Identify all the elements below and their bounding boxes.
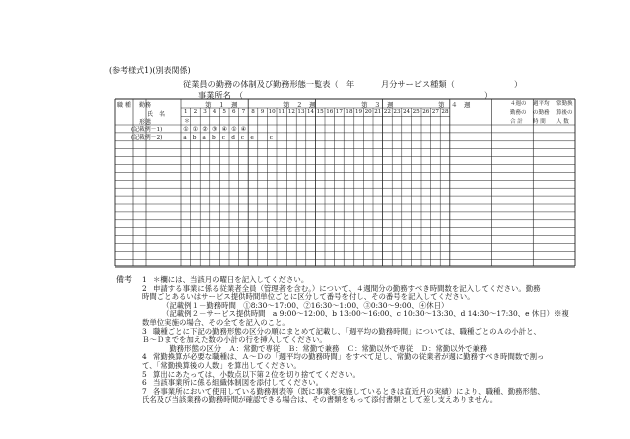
day-number: 11 xyxy=(278,109,286,115)
schedule-cell-value: ① xyxy=(192,126,198,133)
day-number: 14 xyxy=(307,109,315,115)
day-number: 15 xyxy=(316,109,324,115)
row-work-form: 形態 xyxy=(139,119,152,126)
avg-col-line1: 週平均 xyxy=(533,101,550,107)
day-number: 12 xyxy=(287,109,295,115)
avg-col-line3: 時 間 xyxy=(533,119,546,125)
note-text: 数単位実施の場合、その全てを記入のこと。 xyxy=(142,318,290,327)
day-number: 7 xyxy=(241,109,246,115)
day-number: 19 xyxy=(355,109,363,115)
day-number: 23 xyxy=(393,109,401,115)
example-2-label: (記載例－2) xyxy=(131,135,163,141)
day-number: 18 xyxy=(345,109,353,115)
week-4-header: 第 ４ 週 xyxy=(438,101,471,109)
note-number: 4 xyxy=(142,352,147,362)
day-number: 5 xyxy=(222,109,226,115)
note-text: て、「常勤換算後の人数」を算出してください。 xyxy=(142,361,301,370)
day-number: 24 xyxy=(403,109,411,115)
avg-col-line2: の勤務 xyxy=(533,110,550,116)
schedule-cell-value: ② xyxy=(202,126,208,133)
day-number: 4 xyxy=(212,109,217,115)
note-text: 常勤換算が必要な職種は、Ａ～Ｄの「週平均の勤務時間」をすべて足し、常勤の従業者が週に勤務すべき時間数で割っ xyxy=(153,352,545,362)
column-name: 氏 名 xyxy=(147,111,166,118)
fte-col-line2: 算後の xyxy=(556,110,573,116)
note-number: 7 xyxy=(142,386,147,396)
year-label: 年 xyxy=(346,79,355,89)
title-close-paren: ） xyxy=(514,79,523,89)
day-number: 9 xyxy=(260,109,265,115)
schedule-cell-value: ① xyxy=(231,126,237,133)
day-number: 17 xyxy=(335,109,343,115)
note-text: ＊欄には、当該月の曜日を記入してください。 xyxy=(153,275,309,284)
example-1-label: (記載例－1) xyxy=(131,127,163,133)
note-text: 算出にあたっては、小数点以下第２位を切り捨ててください。 xyxy=(153,369,360,379)
office-close-paren: ） xyxy=(484,90,493,100)
week-2-header: 第 ２ 週 xyxy=(283,101,316,109)
day-number: 6 xyxy=(232,109,236,115)
column-job-type: 職 種 xyxy=(117,102,131,109)
day-number: 26 xyxy=(422,109,430,115)
office-name-label: 事業所名 （ xyxy=(198,90,244,100)
schedule-cell-value: e xyxy=(250,134,254,141)
day-number: 20 xyxy=(364,109,372,115)
day-number: 21 xyxy=(374,109,382,115)
note-text: 当該事業所に係る組織体制図を添付してください。 xyxy=(153,378,323,388)
week-3-header: 第 ３ 週 xyxy=(361,101,394,109)
note-text: 勤務形態の区分 Ａ：常勤で専従 Ｂ：常勤で兼務 Ｃ：常勤以外で専従 Ｄ：常勤以外で兼務 xyxy=(162,343,488,353)
schedule-cell-value: ① xyxy=(183,126,189,133)
note-text: 各事業所において使用している勤務割表等（既に事業を実施しているときは直近月の実績）により、職種、勤務形態、 xyxy=(153,386,545,396)
note-text: 時間ごとあるいはサービス提供時間単位ごとに区分して番号を付し、その番号を記入してください。 xyxy=(142,292,475,302)
fte-col-line3: 人 数 xyxy=(556,119,569,125)
schedule-cell-value: ④ xyxy=(240,126,246,133)
day-number: 1 xyxy=(184,109,188,115)
note-text: 申請する事業に係る従業者全員（管理者を含む。）について、４週間分の勤務すべき時間数を記入してください。勤務 xyxy=(153,283,541,293)
day-number: 2 xyxy=(193,109,198,115)
total-col-line1: ４週の xyxy=(510,101,527,107)
note-number: 6 xyxy=(142,378,147,388)
schedule-cell-value: a xyxy=(183,134,187,141)
day-number: 16 xyxy=(326,109,334,115)
week-1-header: 第 １ 週 xyxy=(205,101,238,109)
note-number: 5 xyxy=(142,369,147,379)
note-number: 2 xyxy=(142,283,147,293)
reference-label: (参考様式1)(別表関係) xyxy=(109,66,191,75)
column-work-type: 勤務 xyxy=(139,102,152,109)
total-col-line3: 合 計 xyxy=(510,119,523,125)
note-text: （記載例２－サービス提供時間 a 9:00～12:00、b 13:00～16:00、c 10:30～13:30、d 14:30～17:30、e 休日）※複 xyxy=(162,309,569,319)
schedule-cell-value: b xyxy=(192,134,197,141)
note-text: 氏名及び当該業務の勤務時間が確認できる場合は、その書類をもって添付書類として差し支えありません。 xyxy=(142,395,498,405)
day-number: 28 xyxy=(441,109,449,115)
day-number: 25 xyxy=(412,109,420,115)
total-col-line2: 勤務の xyxy=(510,110,527,116)
fte-col-line1: 常勤換 xyxy=(556,101,573,107)
day-number: 27 xyxy=(431,109,439,115)
schedule-cell-value: b xyxy=(212,134,216,141)
schedule-cell-value: c xyxy=(240,134,245,141)
day-number: 3 xyxy=(203,109,207,115)
schedule-cell-value: ④ xyxy=(221,126,227,133)
schedule-cell-value: ③ xyxy=(212,126,218,133)
schedule-cell-value: c xyxy=(269,134,273,141)
notes-heading: 備考 xyxy=(116,275,132,284)
note-text: Ｂ～Ｄまでを加えた数の小計の行を挿入してください。 xyxy=(142,335,327,345)
schedule-cell-value: d xyxy=(231,134,235,141)
note-text: （記載例１－勤務時間 ①8:30～17:00、②16:30～1:00、③0:30～9:00、④休日） xyxy=(162,300,449,310)
schedule-cell-value: c xyxy=(221,134,225,141)
weekday-star: ＊ xyxy=(184,118,191,125)
day-number: 22 xyxy=(383,109,391,115)
day-number: 8 xyxy=(251,109,255,115)
form-title: 従業員の勤務の体制及び勤務形態一覧表（ xyxy=(183,79,339,89)
note-number: 3 xyxy=(142,326,147,336)
schedule-cell-value: a xyxy=(202,134,206,141)
day-number: 13 xyxy=(297,109,305,115)
service-type-label: 月分サービス種類（ xyxy=(381,79,455,89)
note-number: 1 xyxy=(142,275,147,284)
note-text: 職種ごとに下記の勤務形態の区分の順にまとめて記載し、「週平均の勤務時間」については、職種ごとのＡの小計と、 xyxy=(153,326,541,336)
day-number: 10 xyxy=(268,109,276,115)
